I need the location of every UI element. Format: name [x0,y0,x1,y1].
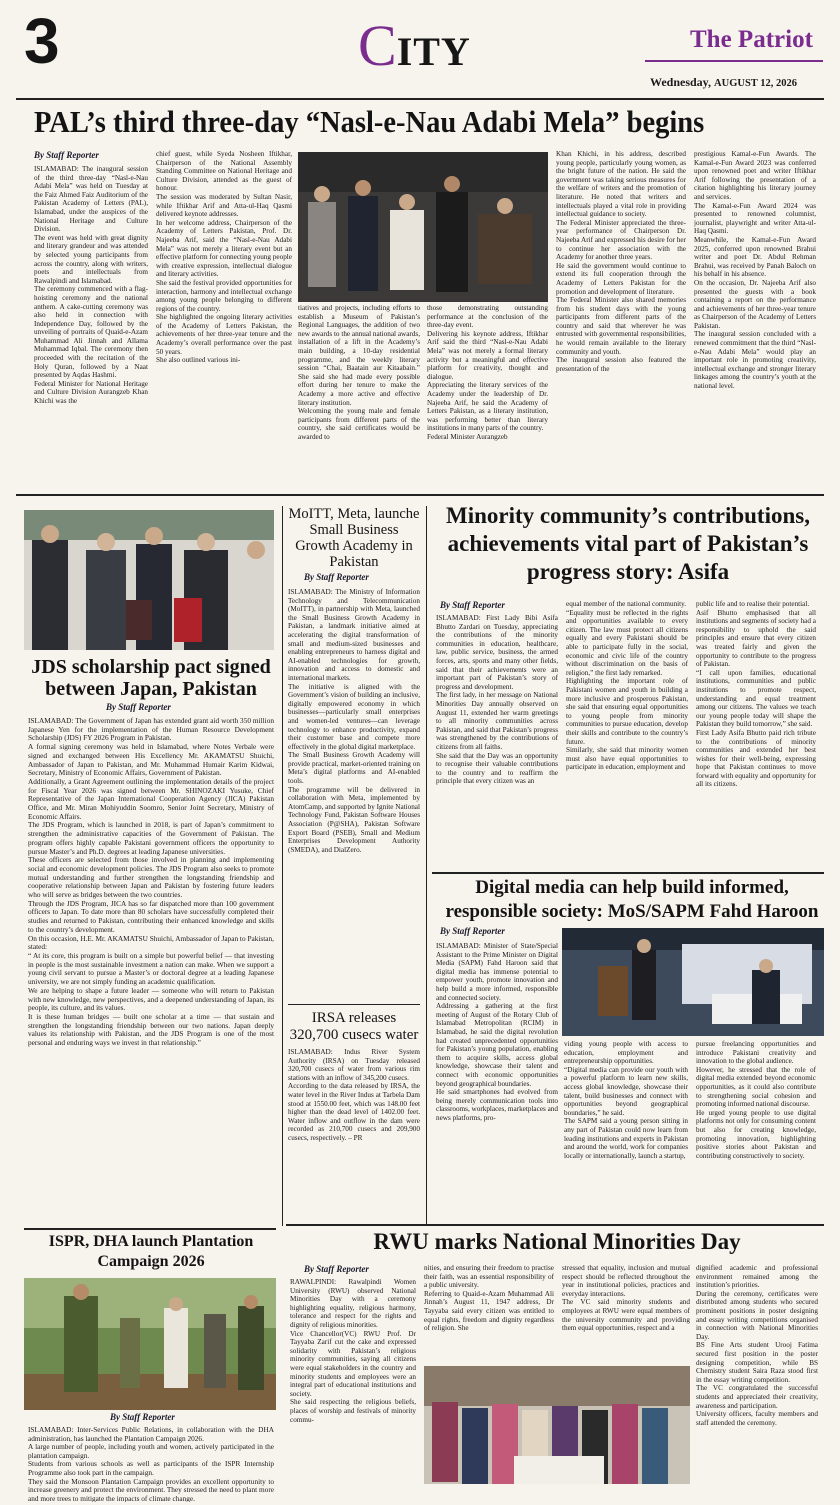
photo-rotary-meeting-image [562,928,824,1036]
column-divider [426,506,427,1226]
article-column: equal member of the national community. “Equality must be reflected in the rights and opportunities available to every citizen. The law must protect all citizens equally and every Pakistani should be able to participate fully in the social, economic and civic life of the country without discrimination on the basis of religion,” the first lady remarked. Highlighting the important role of Pakistani women and youth in building a more inclusive and prosperous Pakistan, she said that ensuring equal opportunities to young people from minority communities to pursue education, develop their skills and contribute to the country’s future. Similarly, she said that minority women must also have equal opportunities to participate in education, employment and [566,600,688,772]
article-column: pursue freelancing opportunities and introduce Pakistani creativity and innovation to the global audience. However, he stressed that the role of digital media extended beyond economic opportunities, as it could also contribute to strengthening social cohesion and promoting informed national discourse. He urged young people to use digital platforms not only for consuming content but also for creating knowledge, promoting innovation, highlighting positive stories about Pakistan and contributing constructively to society. [696,1040,816,1160]
section-title-initial: C [358,13,397,78]
byline-a1: By Staff Reporter [34,150,99,160]
byline-a8: By Staff Reporter [304,1264,369,1274]
article-column: prestigious Kamal-e-Fun Awards. The Kamal-e-Fun Award 2023 was conferred upon renowned poet and writer Iftikhar Arif following the presentation of a citation highlighting his literary journey and services. The Kamal-e-Fun Award 2024 was presented to renowned columnist, journalist, playwright and writer Atta-ul-Haq Qasmi. Meanwhile, the Kamal-e-Fun Award 2025, conferred upon renowned Brahui writer and poet Dr. Abdul Rehman Brahui, was received by Panah Baloch on his behalf in his absence. On the occasion, Dr. Najeeba Arif also presented the guests with a book containing a report on the performance and achievements of her three-year tenure as Chairperson of the Academy of Letters Pakistan. The inaugural session concluded with a renewed commitment that the third “Nasl-e-Nau Adabi Mela” would play an important role in promoting creativity, intellectual exchange and stronger literary linkages among the country’s youth at the national level. [694,150,816,391]
headline-irsa: IRSA releases 320,700 cusecs water [289,1010,419,1043]
article-column: viding young people with access to education, employment and entrepreneurship opportunities. “Digital media can provide our youth with a powerful platform to learn new skills, access global knowledge, showcase their talent, build businesses and connect with opportunities beyond geographical boundaries,” he said. The SAPM said a young person sitting in any part of Pakistan could now learn from leading institutions and experts in Pakistan and around the world, work for companies locally or internationally, launch a startup, [564,1040,688,1160]
column-divider [282,506,283,1226]
article-column: public life and to realise their potential. Asif Bhutto emphasised that all institutions and segments of society had a responsibility to uphold the said principles and ensure that every citizen was treated fairly and given the opportunity to contribute to the progress of Pakistan. “I call upon families, educational institutions, communities and public institutions to promote respect, understanding and equal treatment among our citizens. The values we teach our young people today will shape the Pakistan they build tomorrow,” she said. First Lady Asifa Bhutto paid rich tribute to the contributions of minority communities and extended her best wishes for their well-being, expressing hope that Pakistan continues to move forward with equality and opportunity for all its citizens. [696,600,816,789]
headline-jds: JDS scholarship pact signed between Japan, Pakistan [31,656,271,700]
issue-date-day: Wednesday, [650,75,712,89]
photo-plantation [24,1278,276,1410]
article-body: ISLAMABAD: The Government of Japan has extended grant aid worth 350 million Japanese Yen for the implementation of the Human Resource Development Scholarship (JDS) FY 2026 Program in Pakistan. A formal signing ceremony was held in Islamabad, where Notes Verbale were signed and exchanged between His Excellency Mr. AKAMATSU Shuichi, Ambassador of Japan to Pakistan, and Mr. Muhammad Humair Karim Kidwai, Secretary, Ministry of Economic Affairs, Government of Pakistan. Additionally, a Grant Agreement outlining the implementation details of the project for Fiscal Year 2026 was signed between Mr. SHINOZAKI Yusuke, Chief Representative of the Japan International Cooperation Agency (JICA) Pakistan Office, and Mr. Miran Mohiyuddin Soomro, Senior Joint Secretary, Ministry of Economic Affairs. The JDS Program, which is launched in 2018, is part of Japan’s commitment to strengthen the administrative capacities of the Government of Pakistan. The program offers highly capable Pakistani government officers the opportunity to pursue Master’s and Ph.D. degrees at leading Japanese universities. These officers are selected from those involved in planning and implementing social and economic development policies. The JDS Program also seeks to promote mutual understanding and further strengthen the longstanding friendship and cooperative relationship between Japan and Pakistan by fostering future leaders who will serve as bridges between the two countries. Through the JDS Program, JICA has so far dispatched more than 100 government officers to Japan. To date more than 80 scholars have successfully completed their studies and returned to Pakistan, contributing their enhanced knowledge and skills to the country’s development. On this occasion, H.E. Mr. AKAMATSU Shuichi, Ambassador of Japan to Pakistan, stated: “ At its core, this program is built on a simple but powerful belief — that investing in people is the most sustainable investment a nation can make. When we support a young civil servant to pursue a Master’s or doctoral degree at a leading Japanese university, we are not simply funding an academic qualification. We are helping to shape a future leader — someone who will return to Pakistan with new knowledge, new perspectives, and a deepened understanding of Japan, its people, its culture, and its values. It is these human bridges — built one scholar at a time — that sustain and strengthen the longstanding friendship between our two nations. Japan deeply values its relationship with Pakistan, and the JDS Program is one of the most personal and enduring ways we invest in that relationship.” [28,717,274,1048]
headline-moitt: MoITT, Meta, launche Small Business Growth Academy in Pakistan [288,506,420,570]
headline-nasl-e-nau: PAL’s third three-day “Nasl-e-Nau Adabi Mela” begins [34,104,705,139]
article-column: stressed that equality, inclusion and mutual respect should be reflected throughout the year in institutional policies, practices and everyday interactions. The VC said minority students and employees at RWU were equal members of the university community and providing them equal opportunities, respect and a [562,1264,690,1333]
headline-ispr-plantation: ISPR, DHA launch Plantation Campaign 2026 [48,1233,254,1270]
masthead-rule [645,60,823,62]
article-column: nities, and ensuring their freedom to practise their faith, was an essential responsibility of a public university. Referring to Quaid-e-Azam Muhammad Ali Jinnah’s August 11, 1947 address, Dr Tayyaba said every citizen was entitled to equal rights, freedom and dignity regardless of religion. She [424,1264,554,1333]
paper-name: The Patriot [690,26,813,53]
headline-minority-asifa: Minority community’s contributions, achievements vital part of Pakistan’s progress story: Asifa [446,503,810,584]
headline-digital-media: Digital media can help build informed, responsible society: MoS/SAPM Fahd Haroon [445,877,819,922]
article-column: ISLAMABAD: Minister of State/Special Assistant to the Prime Minister on Digital Media (SAPM) Fahd Haroon said that digital media has immense potential to empower youth, promote innovation and help build a more informed, responsible and connected society. Addressing a gathering at the first meeting of August of the Rotary Club of Islamabad Metropolitan (RCIM) in Islamabad, he said the digital revolution had created unprecedented opportunities for Pakistan’s young population, enabling them to acquire skills, access global knowledge, showcase their talent and connect with economic opportunities beyond geographical boundaries. He said smartphones had evolved from being merely communication tools into classrooms, workplaces, marketplaces and news platforms, pro- [436,942,558,1122]
photo-award-ceremony [298,152,548,302]
photo-rotary-meeting [562,928,824,1036]
issue-date-rest: AUGUST 12, 2026 [714,78,797,89]
byline-a3: By Staff Reporter [304,572,369,582]
byline-a2: By Staff Reporter [106,702,171,712]
divider [24,1228,276,1230]
divider [432,872,824,874]
article-column: ISLAMABAD: First Lady Bibi Asifa Bhutto Zardari on Tuesday, appreciating the contributions of the minority communities in education, healthcare, law, public service, business, the armed forces, arts, sports and many other fields, said that their achievements were an important part of Pakistan’s story of progress and development. The first lady, in her message on National Minorities Day annually observed on August 11, extended her warm greetings to all minority communities across Pakistan, and said that Pakistan’s progress was strengthened by the contributions of citizens from all faiths. She said that the Day was an opportunity to recognise their valuable contributions to the country and to reaffirm the principle that every citizen was an [436,614,558,786]
article-column: RAWALPINDI: Rawalpindi Women University (RWU) observed National Minorities Day with a ceremony highlighting equality, religious harmony, tolerance and respect for the rights and dignity of religious minorities. Vice Chancellor(VC) RWU Prof. Dr Tayyaba Zarif cut the cake and expressed solidarity with Pakistan’s religious minority communities, saying all citizens were equal stakeholders in the country and minority students and employees were an integral part of educational institutions and society. She said respecting the religious beliefs, places of worship and festivals of minority commu- [290,1278,416,1424]
byline-a6: By Staff Reporter [440,926,505,936]
headline-rwu: RWU marks National Minorities Day [373,1229,741,1254]
photo-rwu-ceremony-image [424,1366,690,1484]
photo-jds-signing [24,510,274,650]
article-column: Khan Khichi, in his address, described young people, particularly young women, as the bright future of the nation. He said the government was taking serious measures for the welfare of writers and the promotion of literature. He noted that writers and intellectuals played a vital role in providing intellectual guidance to society. The Federal Minister appreciated the three-year performance of Chairperson Dr. Najeeba Arif and expressed his desire for her to continue her association with the Academy for another three years. He said the government would continue to extend its full cooperation through the Academy of Letters Pakistan for the promotion and development of literature. The Federal Minister also shared memories from his student days with the young participants from different parts of the country and said that wherever he was entrusted with governmental responsibilities, he would remain available to the literary community and youth. The inaugural session also featured the presentation of the [556,150,686,373]
article-column: chief guest, while Syeda Nosheen Iftikhar, Chairperson of the National Assembly Standing Committee on National Heritage and Culture Division, attended as the guest of honour. The session was moderated by Sultan Nasir, while Iftikhar Arif and Atta-ul-Haq Qasmi delivered keynote addresses. In her welcome address, Chairperson of the Academy of Letters Pakistan, Prof. Dr. Najeeba Arif, said the “Nasl-e-Nau Adabi Mela” was not merely a literary event but an effective platform for connecting young people with creative expression, intellectual dialogue and literary activities. She said the festival provided opportunities for interaction, harmony and intellectual exchange among young people belonging to different regions of the country. She highlighted the ongoing literary activities of the Academy of Letters Pakistan, the achievements of her three-year tenure and the Academy’s overall performance over the past 50 years. She also outlined various ini- [156,150,292,365]
masthead-rule-main [16,98,824,100]
byline-a5: By Staff Reporter [440,600,505,610]
byline-a7: By Staff Reporter [110,1412,175,1422]
divider [288,1004,420,1005]
article-column: those demonstrating outstanding performance at the conclusion of the three-day event. Delivering his keynote address, Iftikhar Arif said the third “Nasl-e-Nau Adabi Mela” was not merely a formal literary activity but a meaningful and effective platform for creativity, thought and dialogue. Appreciating the literary services of the Academy under the leadership of Dr. Najeeba Arif, he said the Academy of Letters Pakistan, as a literary institution, was performing better than literary institutions in many parts of the country. Federal Minister Aurangzeb [427,304,548,441]
divider [286,1224,824,1226]
section-title [358,13,471,82]
article-column: tiatives and projects, including efforts to establish a Museum of Pakistan’s Regional Languages, the addition of two new awards to the annual national awards, installation of a lift in the Academy’s main building, a 10-day residential programme, and the weekly literary session “Chai, Baatain aur Kitaabain.” She said she had made every possible effort during her tenure to make the Academy a more active and effective literary institution. Welcoming the young male and female participants from different parts of the country, she said certificates would be awarded to [298,304,420,441]
section-title-rest: ITY [396,29,471,74]
article-body: ISLAMABAD: The Ministry of Information Technology and Telecommunication (MoITT), in partnership with Meta, launched the Small Business Growth Academy in Pakistan, a landmark initiative aimed at accelerating the digital transformation of small and medium-sized businesses and enabling entrepreneurs to harness digital and AI-enabled technologies for growth, innovation and access to domestic and international markets. The initiative is aligned with the Government’s vision of building an inclusive, digitally empowered economy in which businesses—particularly small enterprises and women-led ventures—can leverage technology to enhance productivity, expand their customer base and compete more effectively in the global digital marketplace. The Small Business Growth Academy will provide practical, market-oriented training on Meta’s digital platforms and AI-enabled tools. The programme will be delivered in collaboration with Meta, implemented by AtomCamp, and supported by Ignite National Technology Fund, Pakistan Software Houses Association (P@SHA), Pakistan Software Export Board (PSEB), Small and Medium Enterprises Development Authority (SMEDA), and DialZero. [288,588,420,854]
article-column: dignified academic and professional environment remained among the institution’s priorities. During the ceremony, certificates were distributed among students who secured prominent positions in poster designing and essay writing competitions organised in connection with National Minorities Day. BS Fine Arts student Urooj Fatima secured first position in the poster designing competition, while BS Chemistry student Saira Raza stood first in the essay writing competition. The VC congratulated the successful students and appreciated their creativity, awareness and participation. University officers, faculty members and staff attended the ceremony. [696,1264,818,1427]
photo-rwu-ceremony [424,1366,690,1484]
photo-jds-signing-image [24,510,274,650]
article-body: ISLAMABAD: Inter-Services Public Relations, in collaboration with the DHA administration, has launched the Plantation Campaign 2026. A large number of people, including youth and women, actively participated in the plantation campaign. Students from various schools as well as participants of the ISPR Internship Programme also took part in the campaign. They said the Monsoon Plantation Campaign provides an excellent opportunity to increase greenery and protect the environment. They stressed the need to plant more and more trees to mitigate the impacts of climate change. [28,1426,274,1502]
article-body: ISLAMABAD: Indus River System Authority (IRSA) on Tuesday released 320,700 cusecs of water from various rim stations with an inflow of 345,200 cusecs. According to the data released by IRSA, the water level in the River Indus at Tarbela Dam stood at 1550.00 feet, which was 148.00 feet higher than the dead level of 1402.00 feet. Water inflow and outflow in the dam were recorded as 210,700 cusecs and 209,900 cusecs, respectively. – PR [288,1048,420,1142]
article-column: ISLAMABAD: The inaugural session of the third three-day “Nasl-e-Nau Adabi Mela” was held on Tuesday at the Faiz Ahmed Faiz Auditorium of the Pakistan Academy of Letters (PAL), Islamabad, under the auspices of the National Heritage and Culture Division. The event was held with great dignity and literary grandeur and was attended by selected young participants from across the country, along with writers, poets and intellectuals from Rawalpindi and Islamabad. The ceremony commenced with a flag-hoisting ceremony and the national anthem. A cake-cutting ceremony was also held in connection with Independence Day, followed by the unveiling of portraits of Quaid-e-Azam Muhammad Ali Jinnah and Allama Muhammad Iqbal. The ceremony then proceeded with the recitation of the Holy Quran, followed by a Naat presented by Aqdas Hashmi. Federal Minister for National Heritage and Culture Division Aurangzeb Khan Khichi was the [34,165,148,406]
photo-award-ceremony-image [298,152,548,302]
issue-date [650,75,797,90]
divider [16,494,824,496]
page-number: 3 [24,5,60,77]
photo-plantation-image [24,1278,276,1410]
